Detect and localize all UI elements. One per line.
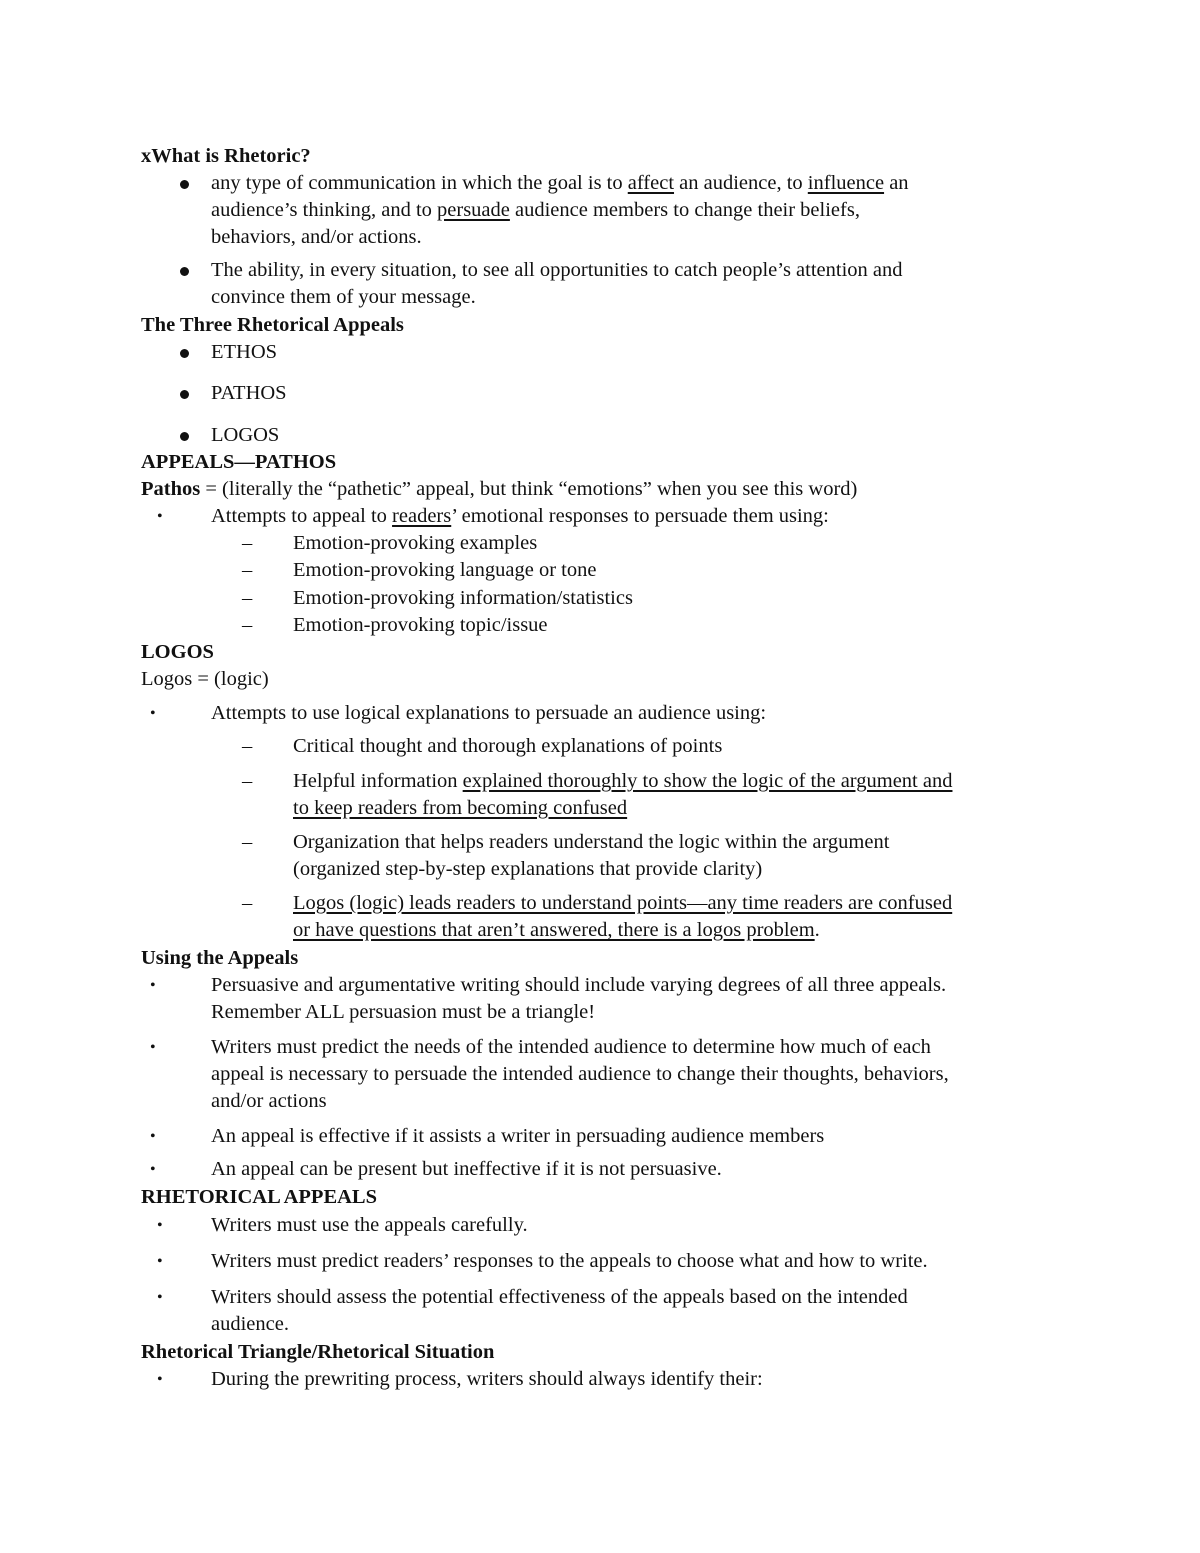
rhet-bullet-3-line2: audience.	[211, 1313, 289, 1335]
dash-glyph: –	[242, 614, 253, 636]
logos-sub-helpful-info-line1: Helpful information explained thoroughly to show the logic of the argument and	[293, 770, 953, 792]
bullet-glyph: •	[150, 1128, 156, 1145]
rhet-bullet-1: Writers must use the appeals carefully.	[211, 1214, 528, 1236]
using-bullet-2-line2: appeal is necessary to persuade the intended audience to change their thoughts, behaviors,	[211, 1063, 949, 1085]
bullet-glyph: •	[150, 1039, 156, 1056]
rhetoric-def-1-line3: behaviors, and/or actions.	[211, 226, 422, 248]
logos-sub-logic-line2: or have questions that aren’t answered, there is a logos problem.	[293, 919, 820, 941]
bullet-glyph: •	[150, 977, 156, 994]
bullet-glyph: •	[157, 1217, 163, 1234]
rhetoric-def-2-line1: The ability, in every situation, to see all opportunities to catch people’s attention and	[211, 259, 903, 281]
pathos-sub-statistics: Emotion-provoking information/statistics	[293, 587, 633, 609]
using-bullet-2-line1: Writers must predict the needs of the intended audience to determine how much of each	[211, 1036, 931, 1058]
bullet-glyph: •	[157, 508, 163, 525]
rhetoric-def-1-line2: audience’s thinking, and to persuade audience members to change their beliefs,	[211, 199, 860, 221]
bullet-glyph: •	[157, 1371, 163, 1388]
dash-glyph: –	[242, 532, 253, 554]
bullet-glyph: •	[157, 1289, 163, 1306]
pathos-sub-examples: Emotion-provoking examples	[293, 532, 538, 554]
dash-glyph: –	[242, 892, 253, 914]
triangle-bullet-1: During the prewriting process, writers should always identify their:	[211, 1368, 763, 1390]
using-bullet-2-line3: and/or actions	[211, 1090, 327, 1112]
pathos-sub-language: Emotion-provoking language or tone	[293, 559, 597, 581]
dash-glyph: –	[242, 735, 253, 757]
rhet-bullet-2: Writers must predict readers’ responses to the appeals to choose what and how to write.	[211, 1250, 928, 1272]
heading-rhetorical-appeals: RHETORICAL APPEALS	[141, 1186, 378, 1208]
heading-rhetorical-triangle: Rhetorical Triangle/Rhetorical Situation	[141, 1341, 495, 1363]
bullet-dot	[180, 432, 189, 441]
logos-definition: Logos = (logic)	[141, 668, 269, 690]
bullet-dot	[180, 180, 189, 189]
heading-three-appeals: The Three Rhetorical Appeals	[141, 314, 404, 336]
logos-sub-critical-thought: Critical thought and thorough explanations of points	[293, 735, 723, 757]
heading-what-is-rhetoric: xWhat is Rhetoric?	[141, 145, 311, 167]
dash-glyph: –	[242, 559, 253, 581]
heading-logos: LOGOS	[141, 641, 214, 663]
rhetoric-def-2-line2: convince them of your message.	[211, 286, 476, 308]
logos-sub-organization-line2: (organized step-by-step explanations that provide clarity)	[293, 858, 763, 880]
pathos-sub-topic: Emotion-provoking topic/issue	[293, 614, 548, 636]
pathos-bullet-1: Attempts to appeal to readers’ emotional responses to persuade them using:	[211, 505, 829, 527]
logos-sub-logic-line1: Logos (logic) leads readers to understand points—any time readers are confused	[293, 892, 953, 914]
bullet-glyph: •	[150, 705, 156, 722]
bullet-dot	[180, 349, 189, 358]
pathos-definition: Pathos = (literally the “pathetic” appeal, but think “emotions” when you see this word)	[141, 478, 858, 500]
bullet-dot	[180, 267, 189, 276]
rhetoric-def-1-line1: any type of communication in which the goal is to affect an audience, to influence an	[211, 172, 909, 194]
using-bullet-1-line2: Remember ALL persuasion must be a triangle!	[211, 1001, 596, 1023]
bullet-glyph: •	[157, 1253, 163, 1270]
logos-sub-helpful-info-line2: to keep readers from becoming confused	[293, 797, 628, 819]
bullet-dot	[180, 390, 189, 399]
rhet-bullet-3-line1: Writers should assess the potential effectiveness of the appeals based on the intended	[211, 1286, 908, 1308]
heading-using-appeals: Using the Appeals	[141, 947, 299, 969]
appeal-item-ethos: ETHOS	[211, 341, 278, 363]
logos-bullet-1: Attempts to use logical explanations to persuade an audience using:	[211, 702, 767, 724]
logos-sub-organization-line1: Organization that helps readers understand the logic within the argument	[293, 831, 890, 853]
appeal-item-pathos: PATHOS	[211, 382, 287, 404]
using-bullet-3: An appeal is effective if it assists a writer in persuading audience members	[211, 1125, 825, 1147]
using-bullet-4: An appeal can be present but ineffective if it is not persuasive.	[211, 1158, 722, 1180]
heading-appeals-pathos: APPEALS—PATHOS	[141, 451, 337, 473]
appeal-item-logos: LOGOS	[211, 424, 280, 446]
bullet-glyph: •	[150, 1161, 156, 1178]
using-bullet-1-line1: Persuasive and argumentative writing should include varying degrees of all three appeals.	[211, 974, 947, 996]
dash-glyph: –	[242, 770, 253, 792]
dash-glyph: –	[242, 587, 253, 609]
dash-glyph: –	[242, 831, 253, 853]
